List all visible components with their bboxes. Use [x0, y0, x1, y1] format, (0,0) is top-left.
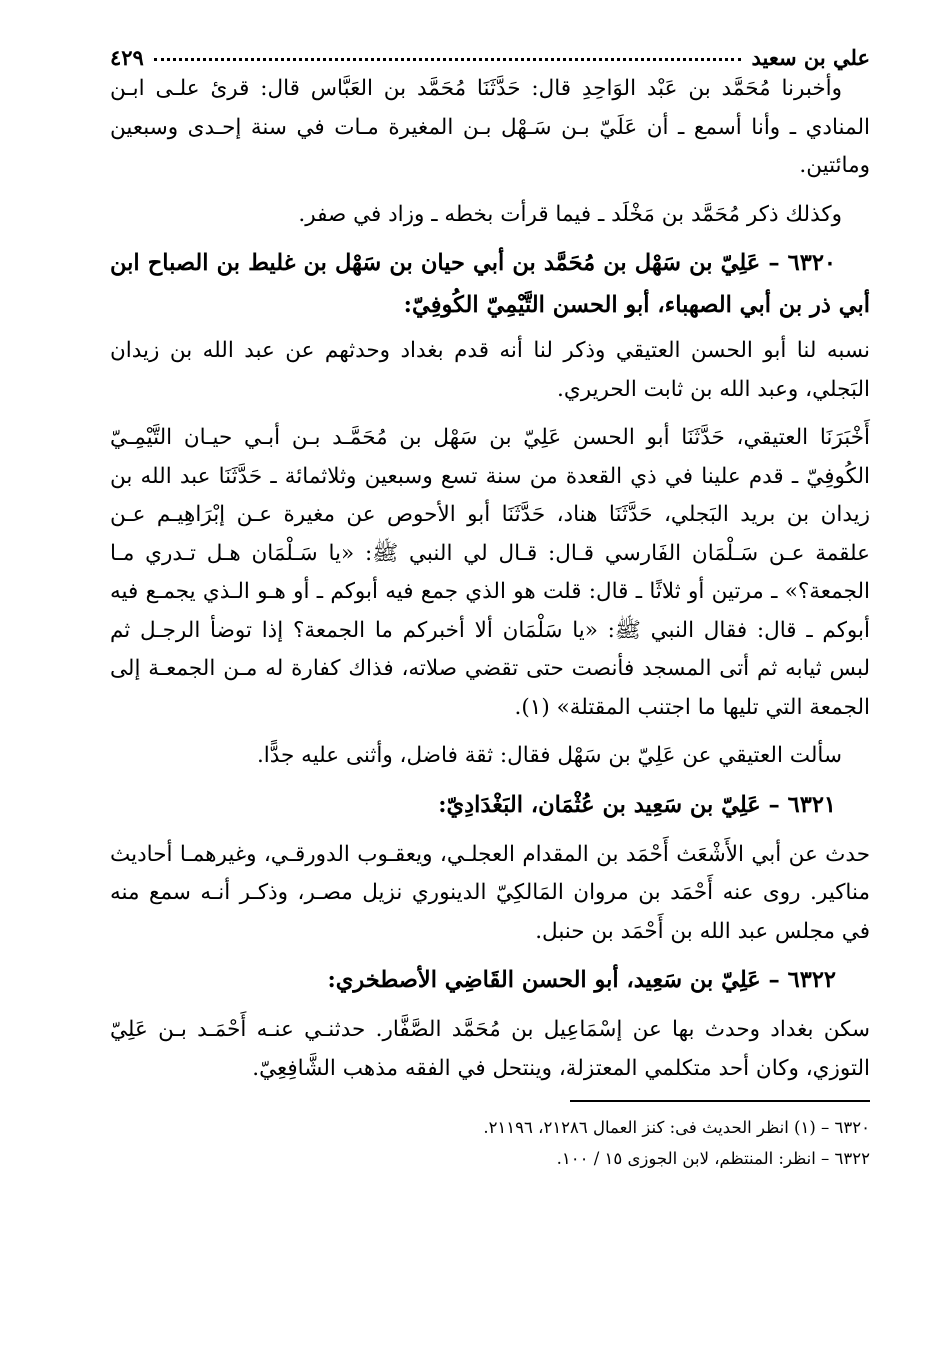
paragraph-death-report: وأخبرنا مُحَمَّد بن عَبْد الوَاحِدِ قال: حَدَّثَنَا مُحَمَّد بن العَبَّاس قال: قرئ علـى ابـن المنادي ـ وأنا أسمع ـ أن عَلَيّ بـن سَـهْل بـن المغيرة مـات في سنة إحـدى وسبعين ومائتين. [110, 76, 870, 178]
entry-heading-6321: ٦٣٢١ – عَلِيّ بن سَعِيد بن عُثْمَان، البَغْدَادِيّ: [438, 791, 836, 818]
page-header [110, 26, 870, 70]
footnote-divider [570, 1100, 870, 1102]
paragraph-6322-body: سكن بغداد وحدث بها عن إسْمَاعِيل بن مُحَمَّد الصَّفَّار. حدثنـي عنـه أَحْمَـد بـن عَلِيّ التوزي، وكان أحد متكلمي المعتزلة، وينتحل في الفقه مذهب الشَّافِعِيّ. [110, 1017, 870, 1081]
header-dotted-leader [154, 58, 742, 61]
paragraph-hadith: أَخْبَرَنَا العتيقي، حَدَّثَنَا أبو الحسن عَلِيّ بن سَهْل بن مُحَمَّـد بـن أبـي حيـان التَّيْمِـيّ الكُوفِيّ ـ قدم علينا في ذي القعدة من سنة تسع وسبعين وثلاثمائة ـ حَدَّثَنَا عبد الله بن زيدان بن بريد البَجلي، حَدَّثَنَا هناد، حَدَّثَنَا أبو الأحوص عن مغيرة عـن إبْرَاهِيـم عـن علقمة عـن سَـلْمَان الفَارسي قـال: قـال لي النبي ﷺ: «يا سَـلْمَان هـل تـدري مـا الجمعة؟» ـ مرتين أو ثلاثًا ـ قال: قلت هو الذي جمع فيه أبوكم ـ أو هـو الـذي يجمـع فيه أبوكم ـ قال: فقال النبي ﷺ: «يا سَلْمَان ألا أخبركم ما الجمعة؟ إذا توضأ الرجـل ثم لبس ثيابه ثم أتى المسجد فأنصت حتى تقضي صلاته، فذاك كفارة له مـن الجمعـة إلى الجمعة التي تليها ما اجتنب المقتلة» (١). [110, 425, 870, 720]
paragraph-lineage: نسبه لنا أبو الحسن العتيقي وذكر لنا أنه قدم بغداد وحدثهم عن عبد الله بن زيدان البَجلي، وعبد الله بن ثابت الحريري. [110, 338, 870, 402]
paragraph-6321-body: حدث عن أبي الأَشْعَث أَحْمَد بن المقدام العجلـي، ويعقـوب الدورقـي، وغيرهمـا أحاديث مناكير. روى عنه أَحْمَد بن مروان المَالكِيّ الدينوري نزيل مصـر، وذكـر أنـه سمع منه في مجلس عبد الله بن أَحْمَد بن حنبل. [110, 841, 870, 944]
footnote-6322: ٦٣٢٢ – انظر: المنتظم، لابن الجوزى ١٥ / ١٠٠. [556, 1149, 870, 1168]
entry-heading-6322: ٦٣٢٢ – عَلِيّ بن سَعِيد، أبو الحسن القَاضِي الأصطخري: [327, 967, 836, 993]
book-page [110, 26, 870, 1174]
paragraph-makhlad-note: وكذلك ذكر مُحَمَّد بن مَخْلَد ـ فيما قرأت بخطه ـ وزاد في صفر. [298, 201, 842, 227]
running-title: علي بن سعيد [751, 45, 870, 70]
page-number: ٤٢٩ [110, 45, 144, 70]
footnote-6320: ٦٣٢٠ – (١) انظر الحديث فى: كنز العمال ٢١٢٨٦، ٢١١٩٦. [483, 1118, 870, 1137]
entry-heading-6320: ٦٣٢٠ – عَلِيّ بن سَهْل بن مُحَمَّد بن أبي حيان بن سَهْل بن غليط بن الصباح ابن أبي ذر بن أبي الصهباء، أبو الحسن التَّيْمِيّ الكُوفِيّ: [110, 250, 870, 318]
paragraph-atiqi-verdict: سألت العتيقي عن عَلِيّ بن سَهْل فقال: ثقة فاضل، وأثنى عليه جدًّا. [256, 743, 842, 768]
